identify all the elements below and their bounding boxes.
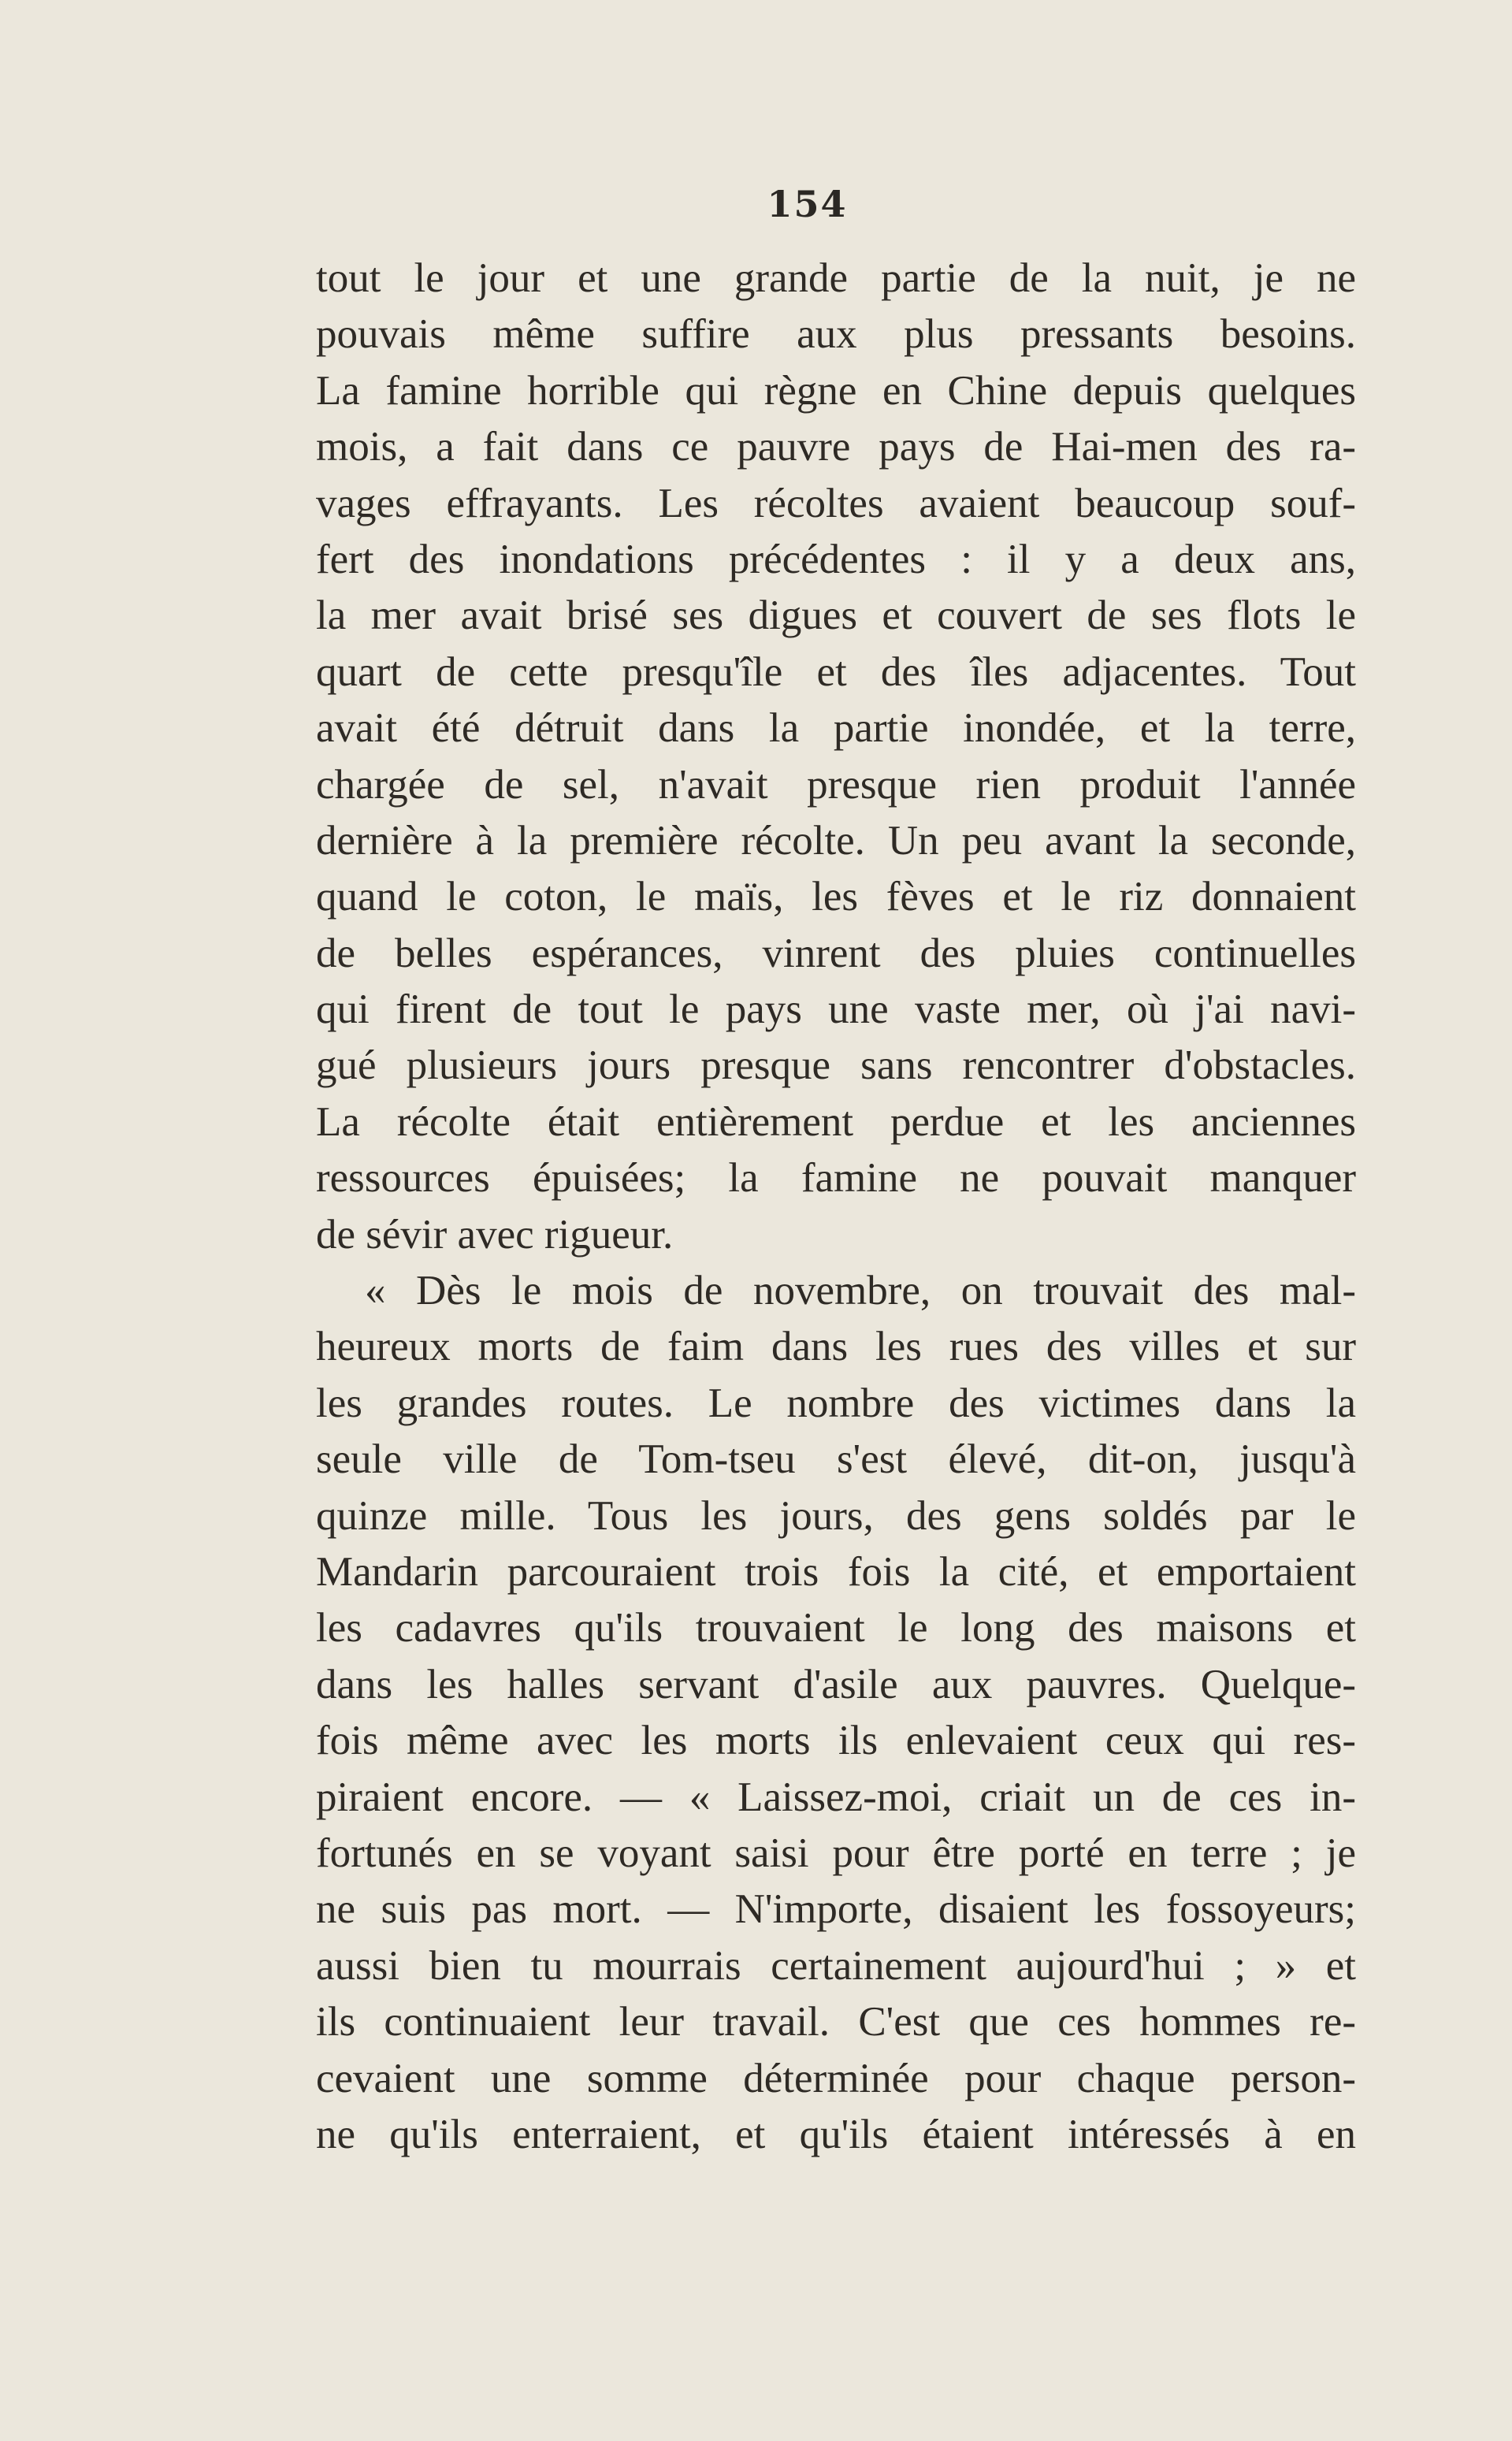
text-line: ressources épuisées; la famine ne pouvait manquer <box>316 1155 1356 1202</box>
text-line: piraient encore. — « Laissez-moi, criait un de ces in- <box>316 1774 1356 1820</box>
text-line: aussi bien tu mourrais certainement aujourd'hui ; » et <box>316 1942 1356 1989</box>
text-line: vages effrayants. Les récoltes avaient beaucoup souf- <box>316 480 1356 526</box>
text-line: ne qu'ils enterraient, et qu'ils étaient intéressés à en <box>316 2111 1356 2157</box>
text-line: la mer avait brisé ses digues et couvert de ses flots le <box>316 593 1356 639</box>
text-line: tout le jour et une grande partie de la nuit, je ne <box>316 255 1356 301</box>
text-line: Mandarin parcouraient trois fois la cité, et emportaient <box>316 1548 1356 1595</box>
text-line: cevaient une somme déterminée pour chaque person- <box>316 2055 1356 2101</box>
text-line: quand le coton, le maïs, les fèves et le riz donnaient <box>316 874 1356 920</box>
text-line: de belles espérances, vinrent des pluies continuelles <box>316 930 1356 976</box>
text-line: qui firent de tout le pays une vaste mer, où j'ai navi- <box>316 986 1356 1033</box>
text-line: quinze mille. Tous les jours, des gens soldés par le <box>316 1492 1356 1539</box>
page-number: 154 <box>767 183 848 225</box>
text-line: seule ville de Tom-tseu s'est élevé, dit-on, jusqu'à <box>316 1436 1356 1483</box>
text-line: fert des inondations précédentes : il y a deux ans, <box>316 536 1356 582</box>
text-line: fois même avec les morts ils enlevaient ceux qui res- <box>316 1718 1356 1764</box>
text-line-paragraph-end: de sévir avec rigueur. <box>316 1211 674 1258</box>
text-line: ils continuaient leur travail. C'est que ces hommes re- <box>316 1999 1356 2045</box>
text-line: les grandes routes. Le nombre des victimes dans la <box>316 1380 1356 1426</box>
text-line-paragraph-start: « Dès le mois de novembre, on trouvait des mal- <box>365 1268 1356 1314</box>
text-line: les cadavres qu'ils trouvaient le long des maisons et <box>316 1605 1356 1651</box>
text-line: mois, a fait dans ce pauvre pays de Hai-men des ra- <box>316 424 1356 470</box>
text-line: ne suis pas mort. — N'importe, disaient les fossoyeurs; <box>316 1886 1356 1933</box>
text-line: fortunés en se voyant saisi pour être porté en terre ; je <box>316 1830 1356 1876</box>
body-text <box>316 251 1356 2163</box>
text-line: dans les halles servant d'asile aux pauvres. Quelque- <box>316 1661 1356 1707</box>
text-line: La famine horrible qui règne en Chine depuis quelques <box>316 367 1356 414</box>
text-line: dernière à la première récolte. Un peu avant la seconde, <box>316 817 1356 864</box>
text-line: gué plusieurs jours presque sans rencontrer d'obstacles. <box>316 1042 1356 1089</box>
text-line: pouvais même suffire aux plus pressants besoins. <box>316 311 1356 358</box>
text-line: quart de cette presqu'île et des îles adjacentes. Tout <box>316 648 1356 695</box>
text-line: La récolte était entièrement perdue et les anciennes <box>316 1098 1356 1145</box>
text-line: heureux morts de faim dans les rues des villes et sur <box>316 1324 1356 1370</box>
text-line: chargée de sel, n'avait presque rien produit l'année <box>316 761 1356 808</box>
text-line: avait été détruit dans la partie inondée, et la terre, <box>316 705 1356 752</box>
